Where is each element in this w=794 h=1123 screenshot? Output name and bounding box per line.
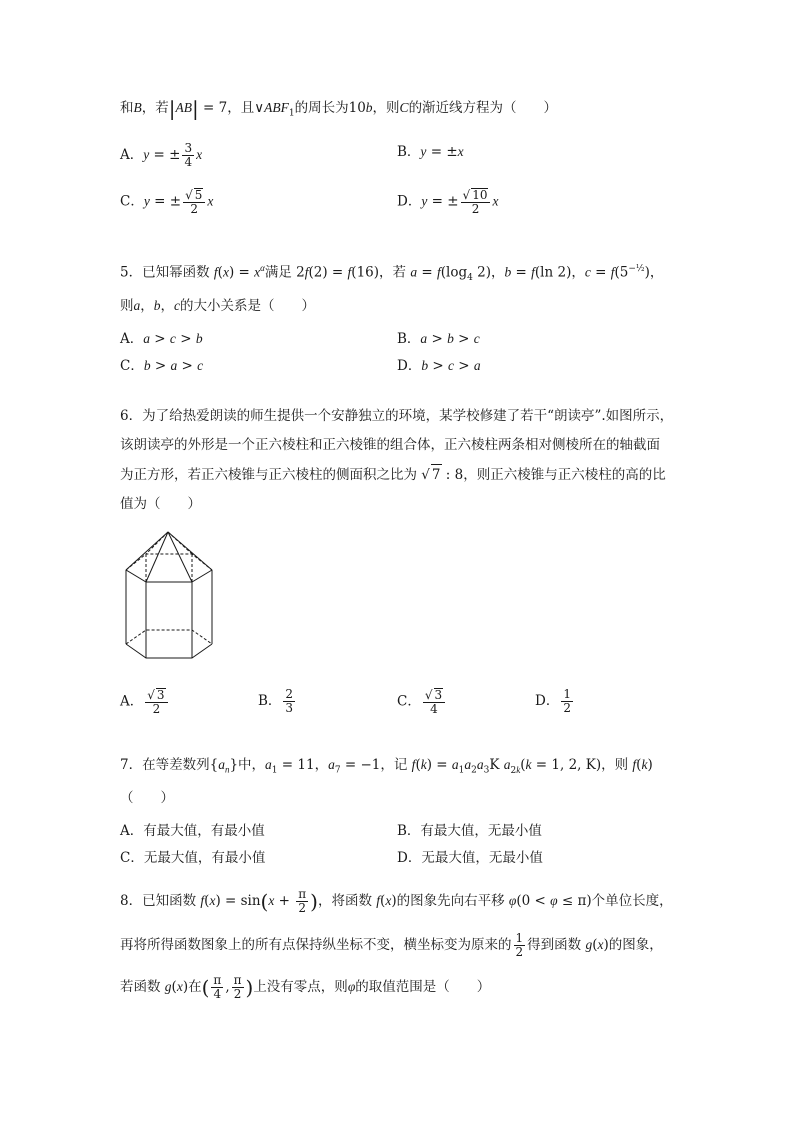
q4-option-d[interactable]: D．y = ± $\frac{√ 10}{2}$ x (397, 188, 499, 216)
q5-option-c[interactable]: C．b > a > c (120, 358, 204, 374)
top-hexagon-back (126, 554, 212, 570)
pyramid-edge (168, 532, 212, 570)
q6-stem-line2: 该朗读亭的外形是一个正六棱柱和正六棱锥的组合体，正六棱柱两条相对侧棱所在的轴截面 (120, 437, 660, 453)
q6-stem-line3: 为正方形，若正六棱锥与正六棱柱的侧面积之比为 √ 7 : 8，则正六棱锥与正六棱柱的高的比 (120, 464, 666, 485)
q4-option-a[interactable]: A．y = ± $\frac{3}{4}$ x (120, 141, 203, 169)
pyramid-edge (168, 532, 192, 582)
top-hexagon-front (126, 570, 212, 582)
q6-stem-line4: 值为（ ） (120, 496, 201, 512)
q8-stem-line1: 8．已知函数 f(x) = sin(x + $\frac{\pi}{2}$ )，将函数 f(x)的图象先向右平移 φ(0 < φ ≤ π)个单位长度， (120, 887, 673, 915)
bottom-hexagon-back (126, 630, 212, 644)
q7-stem-line2: （ ） (120, 790, 174, 806)
q7-stem-line1: 7．在等差数列$\{a_n\}$中，$a_1 = 11$，$a_7 = -1$，记 $f(k) = a_1a_2a_3K$ $a_{2k}(k = 1$, 2, K)，则 f(k) (120, 757, 653, 776)
q5-option-b[interactable]: B．a > b > c (397, 331, 480, 347)
q7-option-b[interactable]: B．有最大值，无最小值 (397, 823, 542, 839)
q5-option-d[interactable]: D．b > c > a (397, 358, 481, 374)
q5-stem-line2: 则a，b，c的大小关系是（ ） (120, 298, 315, 314)
q6-option-b[interactable]: B． $\frac{2}{3}$ (258, 687, 294, 715)
q7-option-c[interactable]: C．无最大值，有最小值 (120, 850, 266, 866)
q4-option-c[interactable]: C．y = ± $\frac{√ 5}{2}$ x (120, 188, 214, 216)
q5-stem-line1: 5．已知幂函数 $f(x) = x^\alpha$满足 2f(2) = f(16)，若 $a = f(\log_4$ 2)，b = f(ln 2)，$c = f(5^{-\frac{1}{2}})$， (120, 263, 664, 284)
q8-stem-line2: 再将所得函数图象上的所有点保持纵坐标不变，横坐标变为原来的 $\frac{1}{2}$ 得到函数 g(x)的图象， (120, 931, 663, 959)
q6-option-a[interactable]: A． $\frac{√ 3}{2}$ (120, 688, 170, 716)
q4-stem: 和B，若|AB| = 7，且$\vee ABF_1$的周长为10b，则C的渐近线方程为（ ） (120, 96, 558, 121)
q7-option-d[interactable]: D．无最大值，无最小值 (397, 850, 543, 866)
q4-option-b[interactable]: B．y = ±x (397, 144, 464, 160)
bottom-hexagon-front (126, 644, 212, 658)
q6-option-c[interactable]: C． $\frac{√ 3}{4}$ (397, 688, 447, 716)
pavilion-figure (118, 526, 218, 666)
q7-option-a[interactable]: A．有最大值，有最小值 (120, 823, 265, 839)
q6-option-d[interactable]: D． $\frac{1}{2}$ (535, 687, 571, 715)
pyramid-edge (126, 532, 168, 570)
q8-stem-line3: 若函数 g(x)在( $\frac{\pi}{4}$ , $\frac{\pi}{2}$ )上没有零点，则φ的取值范围是（ ） (120, 973, 491, 1001)
pyramid-edge (146, 532, 168, 582)
q5-option-a[interactable]: A．a > c > b (120, 331, 203, 347)
q6-stem-line1: 6．为了给热爱朗读的师生提供一个安静独立的环境，某学校修建了若干“朗读亭”.如图所示， (120, 408, 674, 424)
